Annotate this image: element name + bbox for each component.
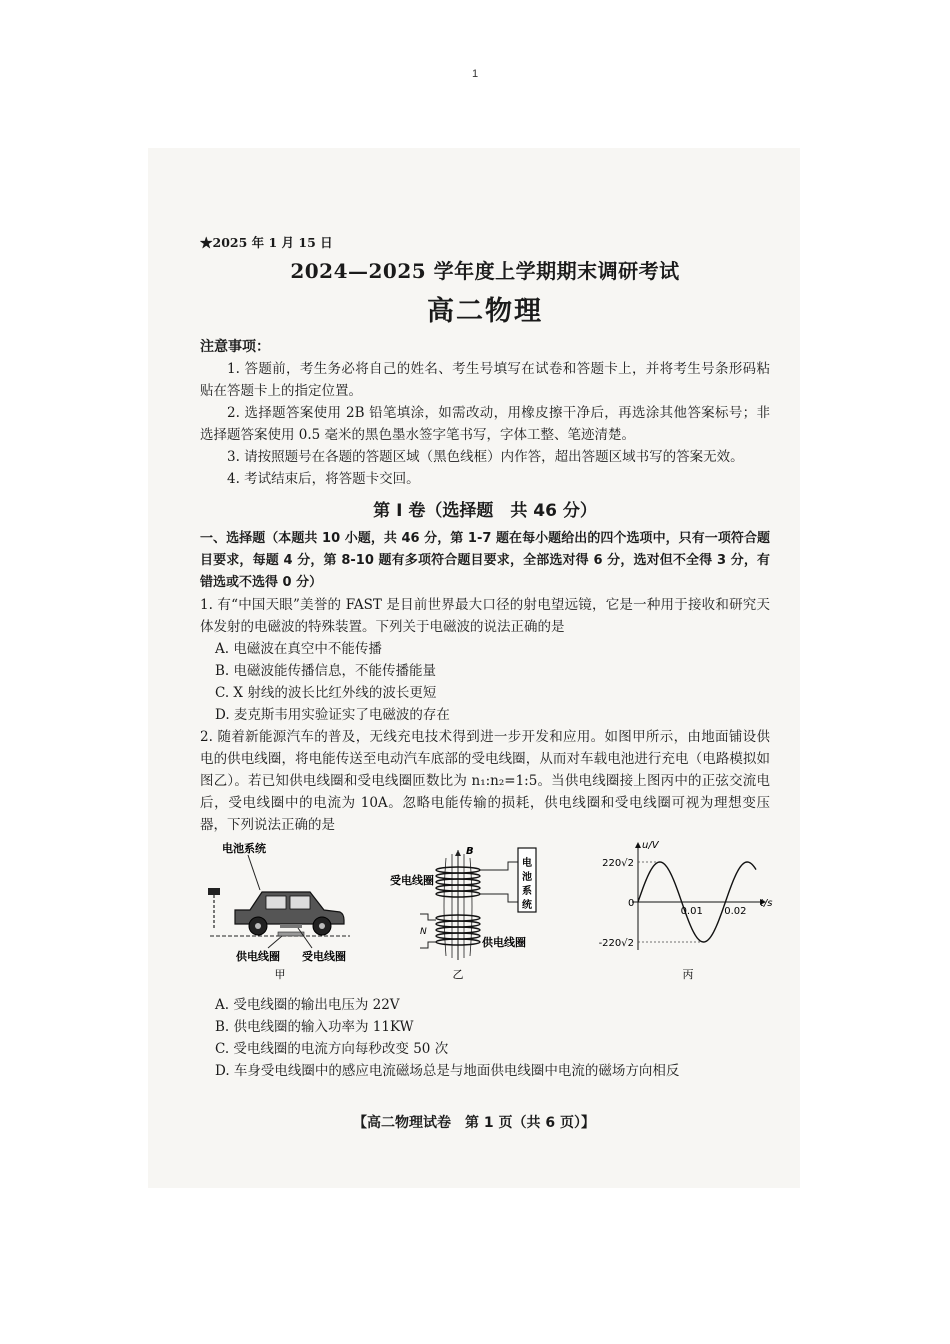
battery-system-char: 电 (522, 858, 532, 869)
question-2-option-b: B. 供电线圈的输入功率为 11KW (215, 1019, 414, 1035)
notes-title: 注意事项： (200, 339, 270, 355)
car-window-front (266, 896, 286, 909)
y-axis-arrow-icon (635, 842, 641, 848)
question-2-option-a: A. 受电线圈的输出电压为 22V (215, 997, 400, 1013)
label-n: N (420, 927, 427, 937)
section-title: 第 I 卷（选择题 共 46 分） (373, 501, 597, 521)
battery-system-char: 统 (522, 900, 532, 911)
label-supply-coil: 供电线圈 (482, 936, 526, 949)
label-battery-system: 电池系统 (222, 842, 266, 855)
note-item: 3. 请按照题号在各题的答题区域（黑色线框）内作答，超出答题区域书写的答案无效。 (227, 449, 744, 465)
y-axis-label: u/V (642, 840, 659, 851)
car-window-rear (290, 896, 310, 909)
question-1-option-b: B. 电磁波能传播信息，不能传播能量 (215, 663, 437, 679)
caption-bing: 丙 (682, 968, 694, 981)
figure-jia (200, 840, 360, 990)
caption-jia: 甲 (274, 968, 286, 981)
car-hub-rear (319, 923, 325, 929)
charging-post-head (208, 888, 220, 895)
section-instructions: 一、选择题（本题共 10 小题，共 46 分，第 1-7 题在每小题给出的四个选项中，只有一项符合题目要求，每题 4 分，第 8-10 题有多项符合题目要求，全部选对得 6 分，选对但不全得 3 分，有错选或不选得 0 分） (200, 531, 770, 590)
exam-title: 2024—2025 学年度上学期期末调研考试 (290, 259, 680, 283)
battery-system-char: 池 (522, 872, 532, 883)
y-tick-min: -220√2 (598, 938, 634, 949)
field-arrow-icon (455, 850, 461, 856)
subject-title: 高二物理 (427, 296, 543, 327)
figure-bing (588, 840, 773, 990)
question-1-option-c: C. X 射线的波长比红外线的波长更短 (215, 685, 437, 701)
leader-line (268, 936, 282, 948)
x-tick-0-01: 0.01 (680, 906, 703, 917)
caption-yi: 乙 (452, 968, 464, 981)
coil-circuit-diagram (390, 840, 550, 990)
question-1-stem: 1. 有“中国天眼”美誉的 FAST 是目前世界最大口径的射电望远镜，它是一种用于接收和研究天体发射的电磁波的特殊装置。下列关于电磁波的说法正确的是 (200, 597, 770, 635)
question-2-figures (200, 840, 773, 990)
wire (480, 862, 518, 870)
label-receive-coil: 受电线圈 (390, 874, 434, 887)
wire (480, 894, 518, 902)
label-b-field: B (466, 846, 474, 857)
question-2-option-c: C. 受电线圈的电流方向每秒改变 50 次 (215, 1041, 449, 1057)
receive-coil-shape (280, 924, 302, 928)
car-diagram (200, 840, 360, 990)
supply-coil-shape (278, 932, 304, 936)
voltage-sine-chart (588, 840, 773, 990)
note-item: 2. 选择题答案使用 2B 铅笔填涂，如需改动，用橡皮擦干净后，再选涂其他答案标号；非选择题答案使用 0.5 毫米的黑色墨水签字笔书写，字体工整、笔迹清楚。 (200, 405, 770, 443)
label-receive-coil: 受电线圈 (302, 950, 346, 963)
y-tick-max: 220√2 (602, 858, 634, 869)
note-item: 4. 考试结束后，将答题卡交回。 (227, 471, 420, 487)
question-1-option-a: A. 电磁波在真空中不能传播 (215, 641, 382, 657)
car-hub-front (255, 923, 261, 929)
battery-system-char: 系 (522, 886, 532, 897)
wire (420, 914, 436, 920)
exam-date: ★2025 年 1 月 15 日 (200, 235, 333, 250)
leader-line (298, 928, 312, 948)
x-tick-0-02: 0.02 (724, 906, 747, 917)
x-axis-label: t/s (760, 898, 773, 909)
label-supply-coil: 供电线圈 (236, 950, 280, 963)
wire (420, 942, 436, 948)
leader-line (248, 855, 260, 890)
question-1-option-d: D. 麦克斯韦用实验证实了电磁波的存在 (215, 707, 450, 723)
exam-content (200, 232, 773, 1082)
question-2-option-d: D. 车身受电线圈中的感应电流磁场总是与地面供电线圈中电流的磁场方向相反 (215, 1063, 680, 1079)
page-number: 1 (471, 68, 479, 80)
page-footer: 【高二物理试卷 第 1 页（共 6 页）】 (353, 1115, 595, 1131)
note-item: 1. 答题前，考生务必将自己的姓名、考生号填写在试卷和答题卡上，并将考生号条形码粘贴在答题卡上的指定位置。 (200, 361, 770, 399)
figure-yi (390, 840, 550, 990)
question-2-stem: 2. 随着新能源汽车的普及，无线充电技术得到进一步开发和应用。如图甲所示，由地面铺设供电的供电线圈，将电能传送至电动汽车底部的受电线圈，从而对车载电池进行充电（电路模拟如图乙）。若已知供电线圈和受电线圈匝数比为 n₁:n₂=1:5。当供电线圈接上图丙中的正弦交流电后，受电线圈中的电流为 10A。忽略电能传输的损耗，供电线圈和受电线圈可视为理想变压器，下列说法正确的是 (200, 729, 770, 833)
origin-label: 0 (628, 898, 635, 909)
